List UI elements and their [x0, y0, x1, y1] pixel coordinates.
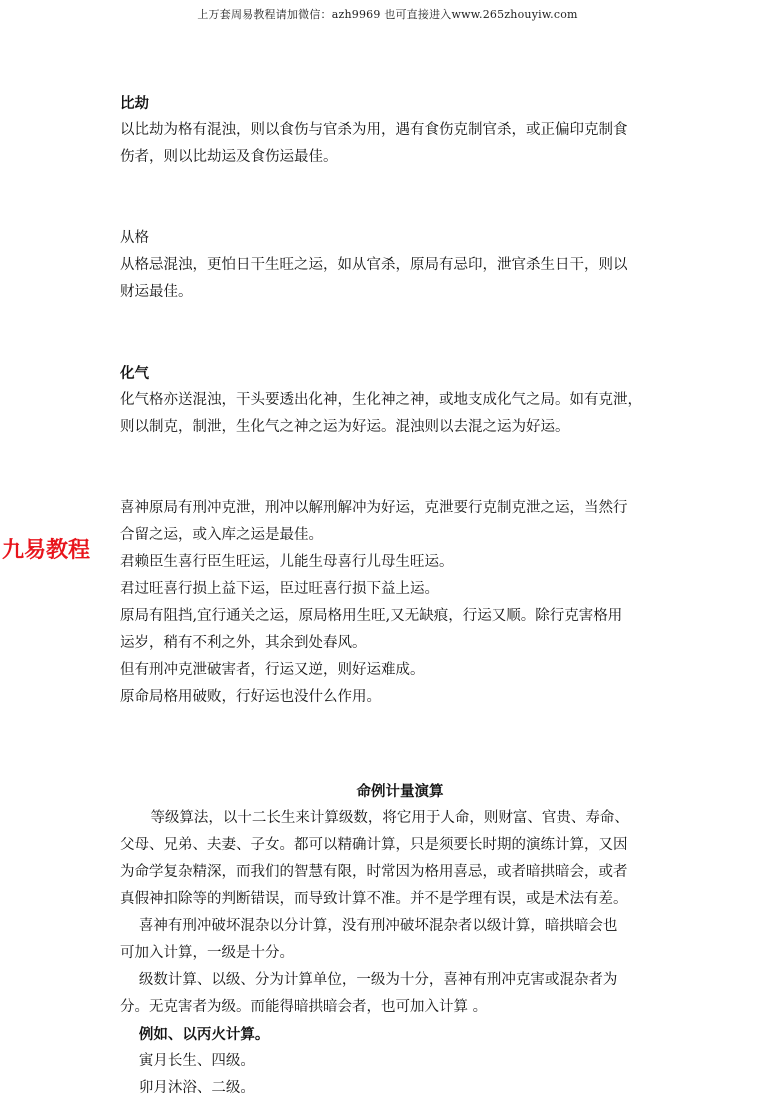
huaqi-line-2: 则以制克，制泄，生化气之神之运为好运。混浊则以去混之运为好运。: [120, 419, 570, 435]
bijie-line-1: 以比劫为格有混浊，则以食伤与官杀为用，遇有食伤克制官杀，或正偏印克制食: [120, 122, 628, 138]
watermark-logo: 九易教程: [2, 538, 91, 563]
xishen-line-4: 君过旺喜行损上益下运，臣过旺喜行损下益上运。: [120, 581, 439, 597]
heading-congge: 从格: [120, 230, 149, 246]
xishen-line-7: 但有刑冲克泄破害者，行运又逆，则好运难成。: [120, 662, 425, 678]
mingli-para1-line-3: 为命学复杂精深，而我们的智慧有限，时常因为格用喜忌，或者暗拱暗会，或者: [120, 864, 628, 880]
heading-bijie: 比劫: [120, 95, 149, 112]
mingli-para1-line-4: 真假神扣除等的判断错误，而导致计算不准。并不是学理有误，或是术法有差。: [120, 891, 628, 907]
mingli-para1-line-2: 父母、兄弟、夫妻、子女。都可以精确计算，只是须要长时期的演练计算，又因: [120, 837, 628, 853]
xishen-line-3: 君赖臣生喜行臣生旺运，儿能生母喜行儿母生旺运。: [120, 554, 454, 570]
xishen-line-1: 喜神原局有刑冲克泄，刑冲以解刑解冲为好运，克泄要行克制克泄之运，当然行: [120, 500, 628, 516]
heading-huaqi: 化气: [120, 365, 149, 382]
mingli-para1-line-1: 等级算法，以十二长生来计算级数，将它用于人命，则财富、官贵、寿命、: [150, 810, 629, 826]
congge-line-2: 财运最佳。: [120, 284, 193, 300]
section-title-mingli: 命例计量演算: [356, 783, 444, 800]
mingli-para3-line-1: 级数计算、以级、分为计算单位，一级为十分，喜神有刑冲克害或混杂者为: [138, 972, 618, 988]
example-line-2: 卯月沐浴、二级。: [138, 1080, 255, 1096]
page-header: 上万套周易教程请加微信：azh9969 也可直接进入www.265zhouyiw.com: [197, 8, 578, 21]
mingli-para3-line-2: 分。无克害者为级。而能得暗拱暗会者，也可加入计算 。: [120, 999, 488, 1015]
mingli-para2-line-2: 可加入计算，一级是十分。: [120, 945, 294, 961]
bijie-line-2: 伤者，则以比劫运及食伤运最佳。: [120, 149, 338, 165]
xishen-line-5: 原局有阻挡,宜行通关之运，原局格用生旺,又无缺痕，行运又顺。除行克害格用: [120, 608, 623, 624]
example-heading: 例如、以丙火计算。: [138, 1026, 270, 1043]
xishen-line-2: 合留之运，或入库之运是最佳。: [120, 527, 323, 543]
xishen-line-6: 运岁，稍有不利之外，其余到处春风。: [120, 635, 367, 651]
congge-line-1: 从格忌混浊，更怕日干生旺之运，如从官杀，原局有忌印，泄官杀生日干，则以: [120, 257, 628, 273]
xishen-line-8: 原命局格用破败，行好运也没什么作用。: [120, 689, 381, 705]
example-line-1: 寅月长生、四级。: [138, 1053, 255, 1069]
huaqi-line-1: 化气格亦送混浊，干头要透出化神，生化神之神，或地支成化气之局。如有克泄，: [120, 392, 642, 408]
document-body: [120, 90, 680, 1102]
mingli-para2-line-1: 喜神有刑冲破坏混杂以分计算，没有刑冲破坏混杂者以级计算，暗拱暗会也: [138, 918, 618, 934]
